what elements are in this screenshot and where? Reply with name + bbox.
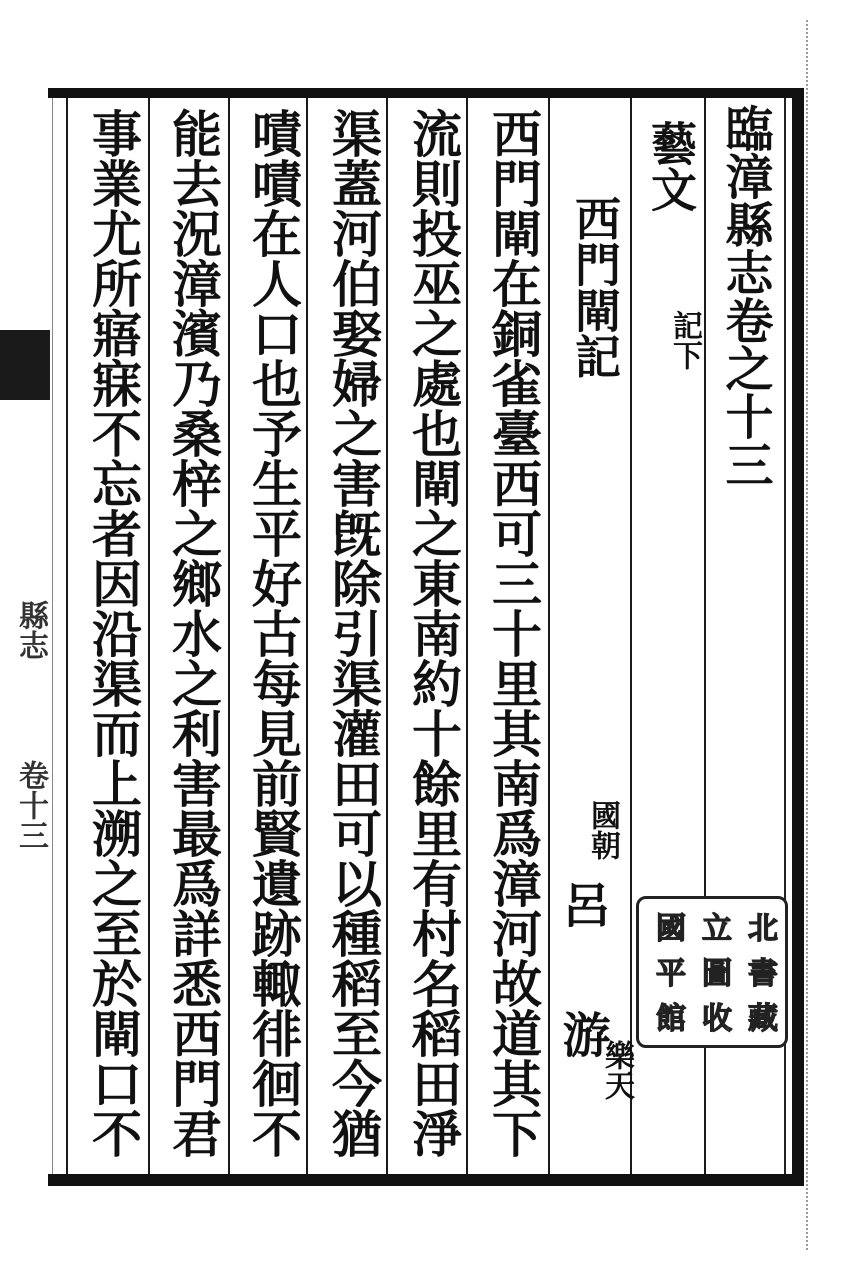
body-text-column: 流則投巫之處也閘之東南約十餘里有村名稻田淨 — [404, 108, 463, 1158]
author-given-name: 游 — [554, 1010, 610, 1058]
column-rule — [630, 98, 632, 1174]
column-rule — [228, 98, 230, 1174]
body-text-column: 事業尤所寤寐不忘者因沿渠而上溯之至於閘口不 — [84, 108, 143, 1158]
section-heading: 藝文 — [644, 120, 698, 212]
body-text-column: 西門閘在銅雀臺西可三十里其南爲漳河故道其下 — [484, 108, 543, 1158]
body-text-column: 渠蓋河伯娶婦之害旣除引渠灌田可以種稻至今猶 — [324, 108, 383, 1158]
seal-character: 館 — [650, 1002, 685, 1033]
body-text-column: 嘖嘖在人口也予生平好古每見前賢遺跡輙徘徊不 — [244, 108, 303, 1158]
seal-character: 圖 — [696, 956, 731, 987]
section-subheading: 記下 — [667, 310, 702, 370]
seal-character: 北 — [742, 911, 777, 942]
seal-character: 平 — [650, 956, 685, 987]
seal-character: 藏 — [742, 1002, 777, 1033]
seal-character: 立 — [696, 911, 731, 942]
frame-bottom-border — [48, 1174, 804, 1186]
seal-character: 國 — [650, 911, 685, 942]
library-seal — [636, 896, 788, 1048]
fore-edge-line — [52, 88, 53, 1186]
frame-right-border — [792, 88, 804, 1186]
author-style-name: 樂天 — [599, 1040, 634, 1100]
frame-top-border — [48, 88, 804, 98]
essay-title: 西門閘記 — [568, 195, 622, 379]
column-rule — [466, 98, 468, 1174]
author-dynasty: 國朝 — [585, 800, 620, 860]
fore-edge-volume: 卷十三 — [13, 760, 48, 850]
page-edge — [806, 20, 848, 1250]
column-rule — [386, 98, 388, 1174]
seal-character: 書 — [742, 956, 777, 987]
author-surname: 呂 — [554, 880, 610, 928]
column-rule — [148, 98, 150, 1174]
column-rule — [548, 98, 550, 1174]
fore-edge-title: 縣志 — [13, 600, 48, 660]
body-text-column: 能去況漳濱乃桑梓之鄉水之利害最爲詳悉西門君 — [164, 108, 223, 1158]
column-rule — [306, 98, 308, 1174]
seal-character: 收 — [696, 1002, 731, 1033]
column-rule — [66, 98, 68, 1174]
fore-edge-fishtail-mark — [0, 330, 50, 400]
volume-title: 臨漳縣志卷之十三 — [717, 104, 773, 488]
